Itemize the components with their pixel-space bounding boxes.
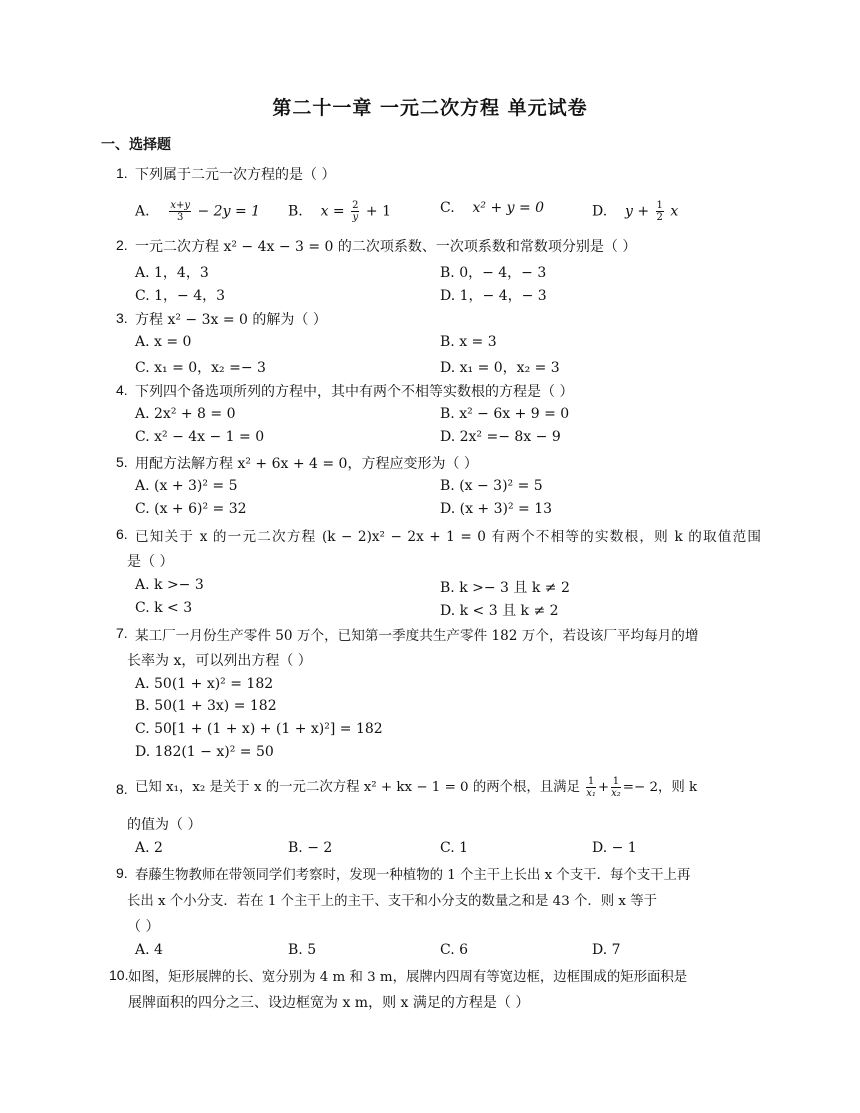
option-b: B. (x − 3)² = 5 [440,478,543,494]
option-a: A. x = 0 [135,334,192,350]
option-a: A. 50(1 + x)² = 182 [135,676,274,692]
fraction: $\frac{1}{\text{x₁}}$ [586,776,596,799]
question-text: 春藤生物教师在带领同学们考察时，发现一种植物的 1 个主干上长出 x 个支干．每个支干上再 [135,868,691,883]
question-number: 8. [116,781,128,797]
question-text: 如图，矩形展牌的长、宽分别为 4 m 和 3 m，展牌内四周有等宽边框，边框围成的矩形面积是 [128,970,688,985]
question-text: 下列四个备选项所列的方程中，其中有两个不相等实数根的方程是（ ） [135,384,574,400]
question-text: 某工厂一月份生产零件 50 万个，已知第一季度共生产零件 182 万个，若设该厂平均每月的增 [135,628,699,644]
question-number: 7. [116,625,128,641]
option-b: B. 5 [288,942,317,958]
question-text-cont: 展牌面积的四分之三、设边框宽为 x m，则 x 满足的方程是（ ） [128,995,530,1011]
option-d: D. x₁ = 0，x₂ = 3 [440,360,560,376]
question-text-cont: 的值为（ ） [127,817,202,833]
option-c: C. x₁ = 0，x₂ =− 3 [135,360,266,376]
fraction: $\frac{2}{y}$ [352,200,359,223]
option-b: B. k >− 3 且 k ≠ 2 [440,580,570,596]
question-text-cont: 长率为 x，可以列出方程（ ） [127,653,312,669]
option-c: C. (x + 6)² = 32 [135,501,247,517]
fraction: $\frac{x+y}{3}$ [170,200,191,223]
option-a: A. (x + 3)² = 5 [135,478,238,494]
option-d: D. 1，− 4，− 3 [440,288,547,304]
option-b: B. 50(1 + 3x) = 182 [135,698,277,714]
option-c: C. k < 3 [135,600,193,616]
option-b: B. x = 3 [440,334,497,350]
option-b: B. x² − 6x + 9 = 0 [440,406,570,422]
page-title: 第二十一章 一元二次方程 单元试卷 [272,97,588,119]
option-c: C. 6 [440,942,469,958]
option-a: A. 4 [135,942,163,958]
option-d: D. y + $\frac{1}{2}$ x [592,200,679,223]
option-d: D. k < 3 且 k ≠ 2 [440,603,559,619]
question-text-cont: 长出 x 个小分支．若在 1 个主干上的主干、支干和小分支的数量之和是 43 个．则 x 等于 [127,894,657,909]
option-a: A. k >− 3 [135,577,204,593]
question-text: 已知关于 x 的一元二次方程 (k − 2)x² − 2x + 1 = 0 有两个不相等的实数根，则 k 的取值范围 [135,529,761,545]
option-a: A. $\frac{x+y}{3}$ − 2y = 1 [135,200,261,223]
option-a: A. 1，4，3 [135,265,209,281]
option-d: D. 7 [592,942,621,958]
option-a: A. 2x² + 8 = 0 [135,406,236,422]
question-text: 已知 x₁，x₂ 是关于 x 的一元二次方程 x² + kx − 1 = 0 的两个根，且满足 $\frac{1}{\text{x₁}}$ + $\frac{1}{\text{x₂}}$ =− 2，则 k [135,776,698,799]
question-text-cont: 是（ ） [127,554,174,570]
question-number: 10. [109,967,129,983]
question-text: 下列属于二元一次方程的是（ ） [135,167,336,183]
section-heading: 一、选择题 [101,137,171,153]
option-d: D. 2x² =− 8x − 9 [440,429,561,445]
question-number: 9. [116,865,128,881]
question-number: 3. [116,310,128,326]
option-c: C. 50[1 + (1 + x) + (1 + x)²] = 182 [135,721,383,737]
option-c: C. x² + y = 0 [440,200,545,216]
question-number: 1. [116,165,128,181]
question-number: 2. [116,237,128,253]
question-text: 方程 x² − 3x = 0 的解为（ ） [135,312,327,328]
question-number: 6. [116,526,128,542]
fraction: $\frac{1}{2}$ [656,200,663,223]
option-d: D. − 1 [592,840,637,856]
option-a: A. 2 [135,840,163,856]
question-text: 用配方法解方程 x² + 6x + 4 = 0，方程应变形为（ ） [135,456,478,472]
question-text-cont: （ ） [127,919,160,935]
option-d: D. 182(1 − x)² = 50 [135,744,274,760]
option-d: D. (x + 3)² = 13 [440,501,553,517]
option-b: B. x = $\frac{2}{y}$ + 1 [288,200,392,223]
question-number: 5. [116,454,128,470]
option-b: B. − 2 [288,840,333,856]
question-text: 一元二次方程 x² − 4x − 3 = 0 的二次项系数、一次项系数和常数项分别是（ ） [135,239,637,255]
option-c: C. x² − 4x − 1 = 0 [135,429,265,445]
option-c: C. 1，− 4，3 [135,288,226,304]
option-b: B. 0，− 4，− 3 [440,265,547,281]
fraction: $\frac{1}{\text{x₂}}$ [611,776,621,799]
question-number: 4. [116,382,128,398]
option-c: C. 1 [440,840,469,856]
